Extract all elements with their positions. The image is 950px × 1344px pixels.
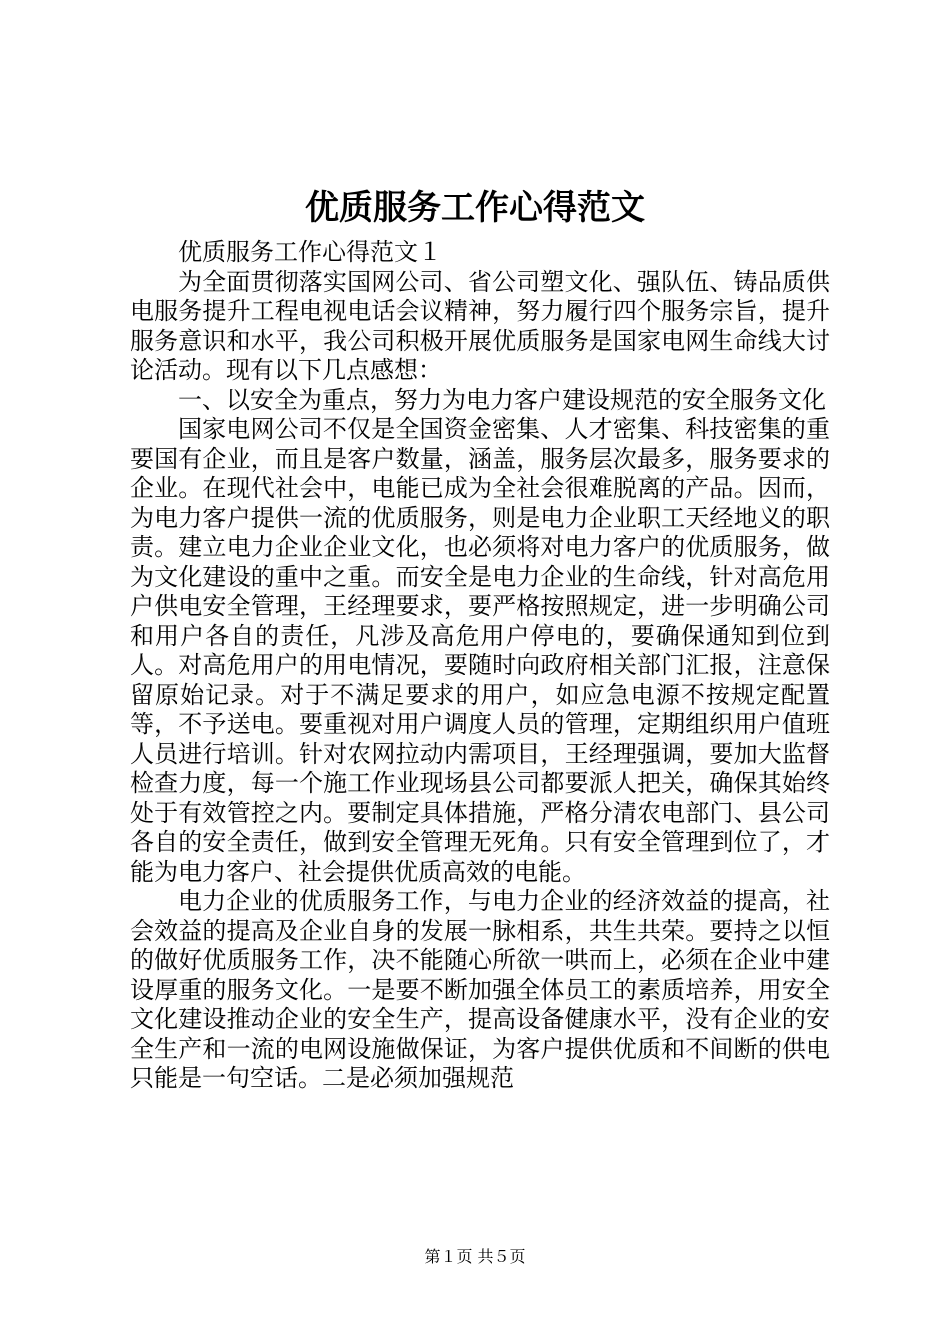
body-paragraph: 电力企业的优质服务工作，与电力企业的经济效益的提高，社会效益的提高及企业自身的发展一脉相系，共生共荣。要持之以恒的做好优质服务工作，决不能随心所欲一哄而上，必须在企业中建设厚重的服务文化。一是要不断加强全体员工的素质培养，用安全文化建设推动企业的安全生产，提高设备健康水平，没有企业的安全生产和一流的电网设施做保证，为客户提供优质和不间断的供电只能是一句空话。二是必须加强规范 [130, 887, 830, 1092]
page-footer: 第１页 共５页 [424, 1247, 526, 1266]
document-body [130, 238, 830, 1094]
document-title: 优质服务工作心得范文 [305, 188, 645, 228]
section-heading-paragraph: 优质服务工作心得范文１ [178, 238, 442, 266]
intro-paragraph: 为全面贯彻落实国网公司、省公司塑文化、强队伍、铸品质供电服务提升工程电视电话会议精神，努力履行四个服务宗旨，提升服务意识和水平，我公司积极开展优质服务是国家电网生命线大讨论活动。现有以下几点感想： [130, 267, 830, 384]
point-one-heading: 一、以安全为重点，努力为电力客户建设规范的安全服务文化 [178, 385, 826, 414]
body-paragraph: 国家电网公司不仅是全国资金密集、人才密集、科技密集的重要国有企业，而且是客户数量，涵盖，服务层次最多，服务要求的企业。在现代社会中，电能已成为全社会很难脱离的产品。因而，为电力客户提供一流的优质服务，则是电力企业职工天经地义的职责。建立电力企业企业文化，也必须将对电力客户的优质服务，做为文化建设的重中之重。而安全是电力企业的生命线，针对高危用户供电安全管理，王经理要求，要严格按照规定，进一步明确公司和用户各自的责任，凡涉及高危用户停电的，要确保通知到位到人。对高危用户的用电情况，要随时向政府相关部门汇报，注意保留原始记录。对于不满足要求的用户，如应急电源不按规定配置等，不予送电。要重视对用户调度人员的管理，定期组织用户值班人员进行培训。针对农网拉动内需项目，王经理强调，要加大监督检查力度，每一个施工作业现场县公司都要派人把关，确保其始终处于有效管控之内。要制定具体措施，严格分清农电部门、县公司各自的安全责任，做到安全管理无死角。只有安全管理到位了，才能为电力客户、社会提供优质高效的电能。 [130, 415, 830, 886]
